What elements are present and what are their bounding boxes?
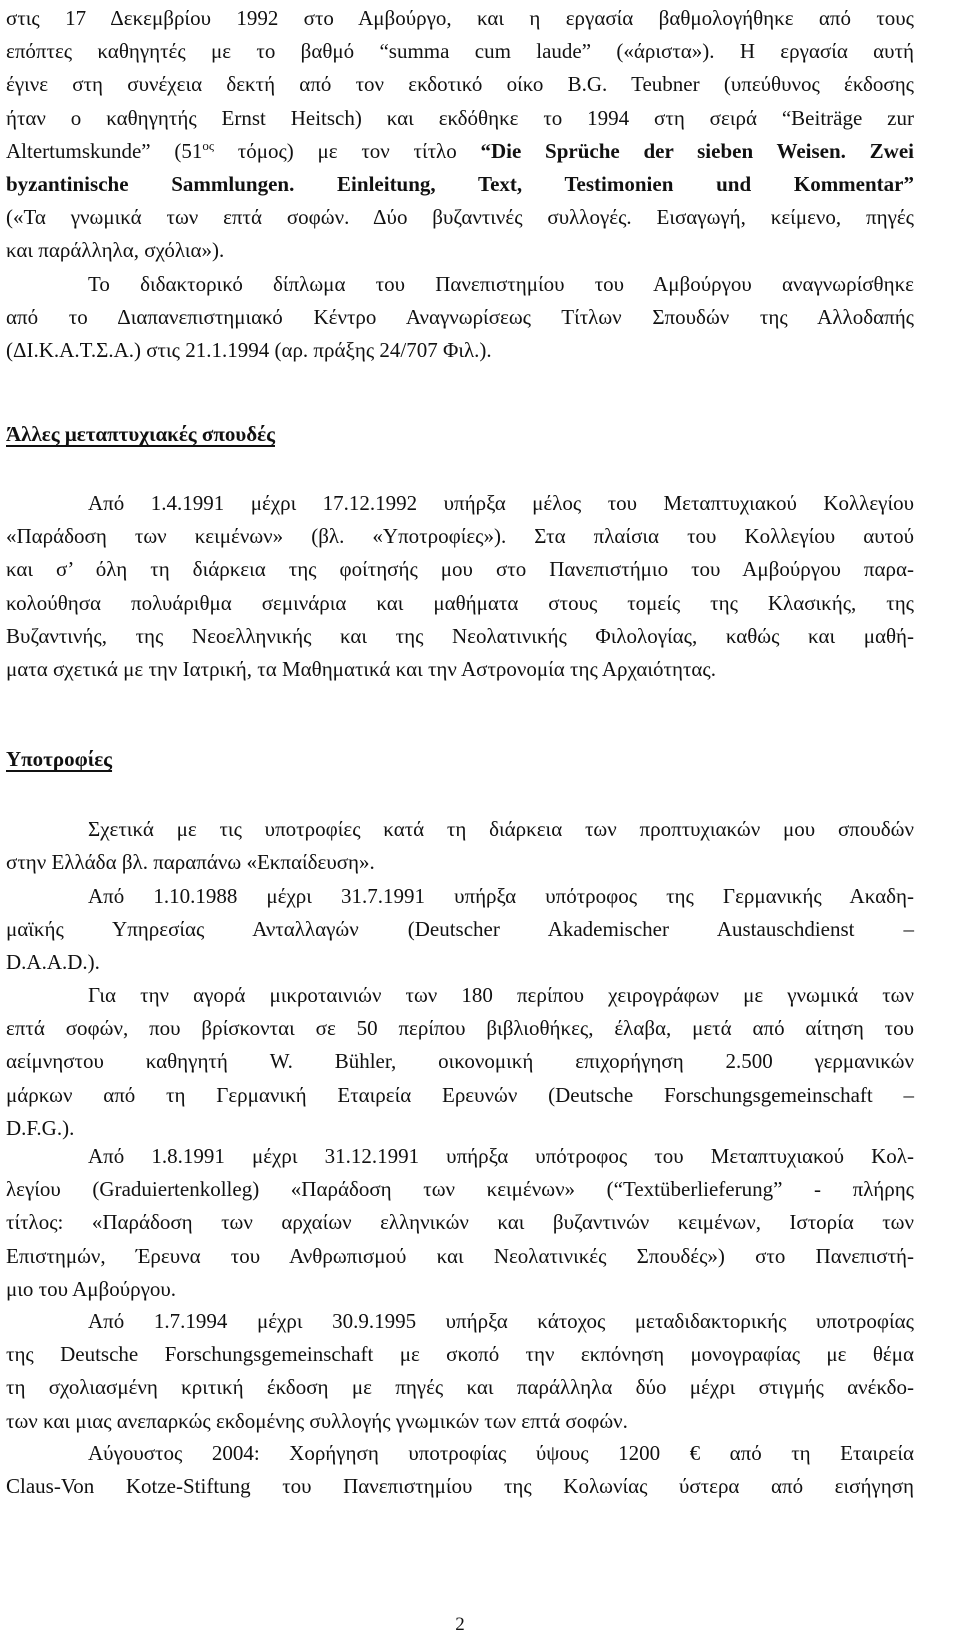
text-line: Από 1.7.1994 μέχρι 30.9.1995 υπήρξα κάτοχος μεταδιδακτορικής υποτροφίας xyxy=(88,1309,914,1333)
text-line: επτά σοφών, που βρίσκονται σε 50 περίπου βιβλιοθήκες, έλαβα, μετά από αίτηση του xyxy=(6,1016,914,1041)
text-line: Από 1.4.1991 μέχρι 17.12.1992 υπήρξα μέλος του Μεταπτυχιακού Κολλεγίου xyxy=(88,491,914,515)
text-line: επόπτες καθηγητές με το βαθμό “summa cum laude” («άριστα»). Η εργασία αυτή xyxy=(6,39,914,64)
text-line: από το Διαπανεπιστημιακό Κέντρο Αναγνωρίσεως Τίτλων Σπουδών της Αλλοδαπής xyxy=(6,305,914,330)
text-line: και σ’ όλη τη διάρκεια της φοίτησής μου στο Πανεπιστήμιο του Αμβούργου παρα- xyxy=(6,557,914,582)
text-line: στις 17 Δεκεμβρίου 1992 στο Αμβούργο, και η εργασία βαθμολογήθηκε από τους xyxy=(6,6,914,30)
text-line: Βυζαντινής, της Νεοελληνικής και της Νεολατινικής Φιλολογίας, καθώς και μαθή- xyxy=(6,623,914,648)
text-line: Από 1.8.1991 μέχρι 31.12.1991 υπήρξα υπότροφος του Μεταπτυχιακού Κολ- xyxy=(88,1144,914,1168)
dfg-grant-paragraph xyxy=(6,979,914,1145)
text-line: Claus-Von Kotze-Stiftung του Πανεπιστημίου της Κολωνίας ύστερα από εισήγηση xyxy=(6,1474,914,1499)
text-line: (ΔΙ.Κ.Α.Τ.Σ.Α.) στις 21.1.1994 (αρ. πράξης 24/707 Φιλ.). xyxy=(6,338,492,363)
recognition-paragraph xyxy=(6,268,914,368)
section-heading-scholarships: Υποτροφίες xyxy=(6,747,113,771)
text-line: Αύγουστος 2004: Χορήγηση υποτροφίας ύψους 1200 € από τη Εταιρεία xyxy=(88,1441,914,1465)
book-title: “Die Sprüche der sieben Weisen. Zwei xyxy=(480,138,914,163)
text-line: D.F.G.). xyxy=(6,1115,75,1140)
page-number: 2 xyxy=(455,1614,465,1635)
text-line: της Deutsche Forschungsgemeinschaft με σκοπό την εκπόνηση μονογραφίας με θέμα xyxy=(6,1342,914,1367)
text-line: έγινε στη συνέχεια δεκτή από τον εκδοτικό οίκο B.G. Teubner (υπεύθυνος έκδοσης xyxy=(6,72,914,97)
text-line: λεγίου (Graduiertenkolleg) «Παράδοση των κειμένων» (“Textüberlieferung” - πλήρης xyxy=(6,1177,914,1202)
text-line: Επιστημών, Έρευνα του Ανθρωπισμού και Νεολατινικές Σπουδές») στο Πανεπιστή- xyxy=(6,1243,914,1268)
text-line: και παράλληλα, σχόλια»). xyxy=(6,238,225,263)
graduiertenkolleg-paragraph xyxy=(6,1140,914,1306)
daad-paragraph xyxy=(6,880,914,980)
text-fragment: τόμος) με τον τίτλο xyxy=(214,138,481,163)
section-heading-postgraduate: Άλλες μεταπτυχιακές σπουδές xyxy=(6,422,275,446)
text-line: D.A.A.D.). xyxy=(6,950,100,975)
text-line xyxy=(6,168,914,201)
text-line: Σχετικά με τις υποτροφίες κατά τη διάρκεια των προπτυχιακών μου σπουδών xyxy=(88,817,914,841)
text-line: («Τα γνωμικά των επτά σοφών. Δύο βυζαντινές συλλογές. Εισαγωγή, κείμενο, πηγές xyxy=(6,205,914,230)
text-line: μάρκων από τη Γερμανική Εταιρεία Ερευνών (Deutsche Forschungsgemeinschaft – xyxy=(6,1082,914,1107)
text-line: ήταν ο καθηγητής Ernst Heitsch) και εκδόθηκε το 1994 στη σειρά “Beiträge zur xyxy=(6,105,914,130)
text-line: αείμνηστου καθηγητή W. Bühler, οικονομική επιχορήγηση 2.500 γερμανικών xyxy=(6,1049,914,1074)
text-line: Για την αγορά μικροταινιών των 180 περίπου χειρογράφων με γνωμικά των xyxy=(88,983,914,1007)
text-line: μιο του Αμβούργου. xyxy=(6,1276,176,1301)
ordinal-suffix: ος xyxy=(202,137,215,153)
series-name: Altertumskunde” (51 xyxy=(6,138,203,163)
text-line: στην Ελλάδα βλ. παραπάνω «Εκπαίδευση». xyxy=(6,850,375,875)
scholarships-intro-paragraph xyxy=(6,813,914,879)
text-line: κολούθησα πολυάριθμα σεμινάρια και μαθήματα στους τομείς της Κλασικής, της xyxy=(6,590,914,615)
text-line: τίτλος: «Παράδοση των αρχαίων ελληνικών και βυζαντινών κειμένων, Ιστορία των xyxy=(6,1210,914,1235)
text-line: τη σχολιασμένη κριτική έκδοση με πηγές και παράλληλα δύο μέχρι στιγμής ανέκδο- xyxy=(6,1375,914,1400)
kotze-stiftung-paragraph xyxy=(6,1437,914,1503)
text-line: των και μιας ανεπαρκώς εκδομένης συλλογής γνωμικών των επτά σοφών. xyxy=(6,1408,628,1433)
text-line: «Παράδοση των κειμένων» (βλ. «Υποτροφίες»). Στα πλαίσια του Κολλεγίου αυτού xyxy=(6,524,914,549)
text-line xyxy=(6,135,914,168)
text-line: Το διδακτορικό δίπλωμα του Πανεπιστημίου του Αμβούργου αναγνωρίσθηκε xyxy=(88,272,914,296)
text-line: μαϊκής Υπηρεσίας Ανταλλαγών (Deutscher Akademischer Austauschdienst – xyxy=(6,917,914,942)
postgraduate-paragraph xyxy=(6,487,914,686)
thesis-paragraph xyxy=(6,2,914,268)
text-line: ματα σχετικά με την Ιατρική, τα Μαθηματικά και την Αστρονομία της Αρχαιότητας. xyxy=(6,657,716,682)
text-line: Από 1.10.1988 μέχρι 31.7.1991 υπήρξα υπότροφος της Γερμανικής Ακαδη- xyxy=(88,884,914,908)
postdoc-paragraph xyxy=(6,1305,914,1438)
book-title-continued: byzantinische Sammlungen. Einleitung, Text, Testimonien und Kommentar” xyxy=(6,172,914,197)
